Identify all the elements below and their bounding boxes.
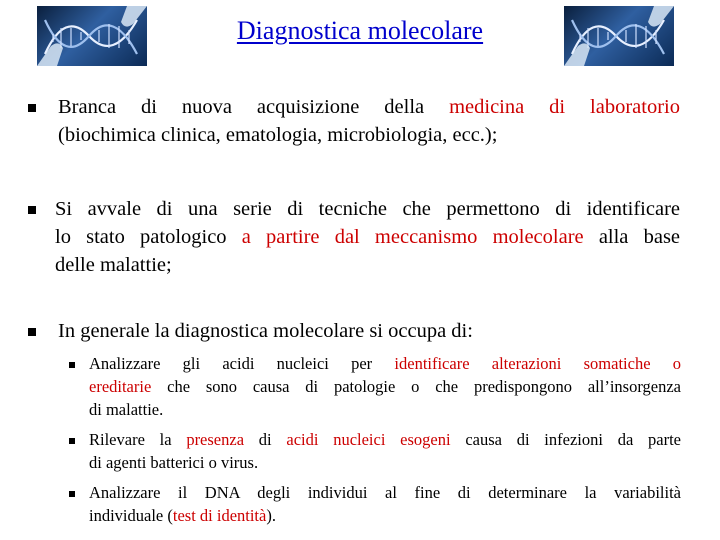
- subbullet-1-line-1: [89, 352, 681, 375]
- bullet-2-line-2: [55, 223, 680, 251]
- subbullet-marker: [69, 362, 75, 368]
- highlight-text: ereditarie: [89, 377, 152, 396]
- text-run: Rilevare la: [89, 430, 187, 449]
- subbullet-2-line-1: [89, 428, 681, 451]
- subbullet-text-2: [89, 428, 681, 474]
- bullet-marker: [28, 328, 36, 336]
- text-run: che sono causa di patologie o che predispongono all’insorgenza: [151, 377, 681, 396]
- subbullet-2-line-2: di agenti batterici o virus.: [89, 453, 259, 472]
- subbullet-marker: [69, 438, 75, 444]
- bullet-marker: [28, 206, 36, 214]
- subbullet-3-line-2: [89, 504, 681, 527]
- highlight-text: a partire dal meccanismo molecolare: [241, 226, 584, 248]
- bullet-text-3: [58, 317, 680, 345]
- dna-helix-icon: [37, 6, 147, 66]
- subbullet-text-3: [89, 481, 681, 527]
- highlight-text: identificare alterazioni somatiche o: [394, 354, 681, 373]
- bullet-2-line-1: Si avvale di una serie di tecniche che permettono di identificare: [55, 198, 680, 220]
- highlight-text: presenza: [186, 430, 245, 449]
- text-run: ).: [266, 506, 276, 525]
- dna-logo-right: [564, 6, 674, 66]
- bullet-text-1: [58, 93, 680, 149]
- text-run: di: [244, 430, 287, 449]
- text-run: Analizzare gli acidi nucleici per: [89, 354, 395, 373]
- text-run: lo stato patologico: [55, 226, 242, 248]
- text-run: alla base: [583, 226, 681, 248]
- subbullet-1-line-3: di malattie.: [89, 400, 164, 419]
- highlight-text: test di identità: [172, 506, 267, 525]
- text-run: individuale (: [89, 506, 173, 525]
- highlight-text: medicina di laboratorio: [449, 96, 680, 118]
- subbullet-3-line-1: Analizzare il DNA degli individui al fine di determinare la variabilità: [89, 483, 681, 502]
- bullet-marker: [28, 104, 36, 112]
- bullet-2-line-3: delle malattie;: [55, 254, 172, 276]
- dna-helix-icon: [564, 6, 674, 66]
- bullet-1-line-2: (biochimica clinica, ematologia, microbiologia, ecc.);: [58, 124, 498, 146]
- bullet-text-2: [55, 195, 680, 279]
- text-run: causa di infezioni da parte: [450, 430, 682, 449]
- text-run: Branca di nuova acquisizione della: [58, 96, 450, 118]
- subbullet-marker: [69, 491, 75, 497]
- bullet-1-line-1: [58, 93, 680, 121]
- bullet-3-line-1: In generale la diagnostica molecolare si occupa di:: [58, 320, 473, 342]
- subbullet-1-line-2: [89, 375, 681, 398]
- slide-title: Diagnostica molecolare: [236, 16, 484, 45]
- dna-logo-left: [37, 6, 147, 66]
- subbullet-text-1: [89, 352, 681, 421]
- highlight-text: acidi nucleici esogeni: [286, 430, 451, 449]
